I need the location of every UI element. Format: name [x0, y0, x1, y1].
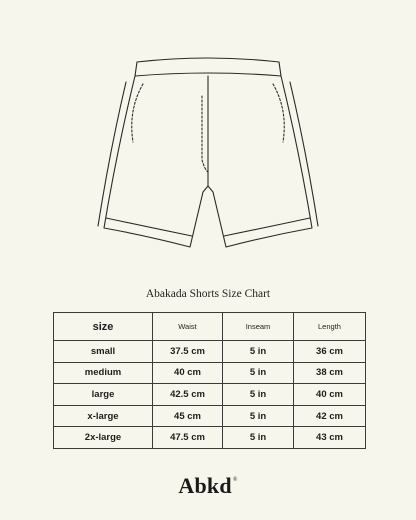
- header-waist: Waist: [153, 313, 223, 341]
- waistband-top: [137, 58, 279, 62]
- cell-size: large: [54, 384, 153, 406]
- fly-stitch: [202, 96, 208, 172]
- right-pocket: [273, 84, 284, 142]
- right-hem: [224, 218, 310, 236]
- cell-waist: 37.5 cm: [153, 341, 223, 363]
- header-size: size: [54, 313, 153, 341]
- chart-title: Abakada Shorts Size Chart: [145, 288, 271, 300]
- size-chart-table: [53, 312, 366, 449]
- left-side-stripe: [98, 82, 126, 226]
- cell-waist: 42.5 cm: [153, 384, 223, 406]
- header-inseam: Inseam: [223, 313, 294, 341]
- cell-size: 2x-large: [54, 427, 153, 449]
- table-row: [54, 341, 366, 363]
- brand-name: Abkd: [178, 473, 232, 498]
- cell-inseam: 5 in: [223, 427, 294, 449]
- brand-logo: [0, 473, 416, 499]
- registered-mark: ®: [232, 477, 238, 483]
- table-row: [54, 405, 366, 427]
- waistband-left-edge: [135, 62, 137, 76]
- cell-waist: 45 cm: [153, 405, 223, 427]
- cell-waist: 47.5 cm: [153, 427, 223, 449]
- cell-inseam: 5 in: [223, 362, 294, 384]
- cell-inseam: 5 in: [223, 341, 294, 363]
- table-row: [54, 362, 366, 384]
- cell-waist: 40 cm: [153, 362, 223, 384]
- cell-length: 42 cm: [294, 405, 366, 427]
- left-hem: [106, 218, 192, 236]
- cell-length: 36 cm: [294, 341, 366, 363]
- cell-length: 43 cm: [294, 427, 366, 449]
- table-row: [54, 384, 366, 406]
- table-row: [54, 427, 366, 449]
- header-length: Length: [294, 313, 366, 341]
- cell-length: 38 cm: [294, 362, 366, 384]
- cell-size: x-large: [54, 405, 153, 427]
- left-pocket: [132, 84, 143, 142]
- cell-size: small: [54, 341, 153, 363]
- waistband-right-edge: [279, 62, 281, 76]
- cell-inseam: 5 in: [223, 405, 294, 427]
- cell-inseam: 5 in: [223, 384, 294, 406]
- cell-size: medium: [54, 362, 153, 384]
- right-side-stripe: [290, 82, 318, 226]
- cell-length: 40 cm: [294, 384, 366, 406]
- table-header-row: [54, 313, 366, 341]
